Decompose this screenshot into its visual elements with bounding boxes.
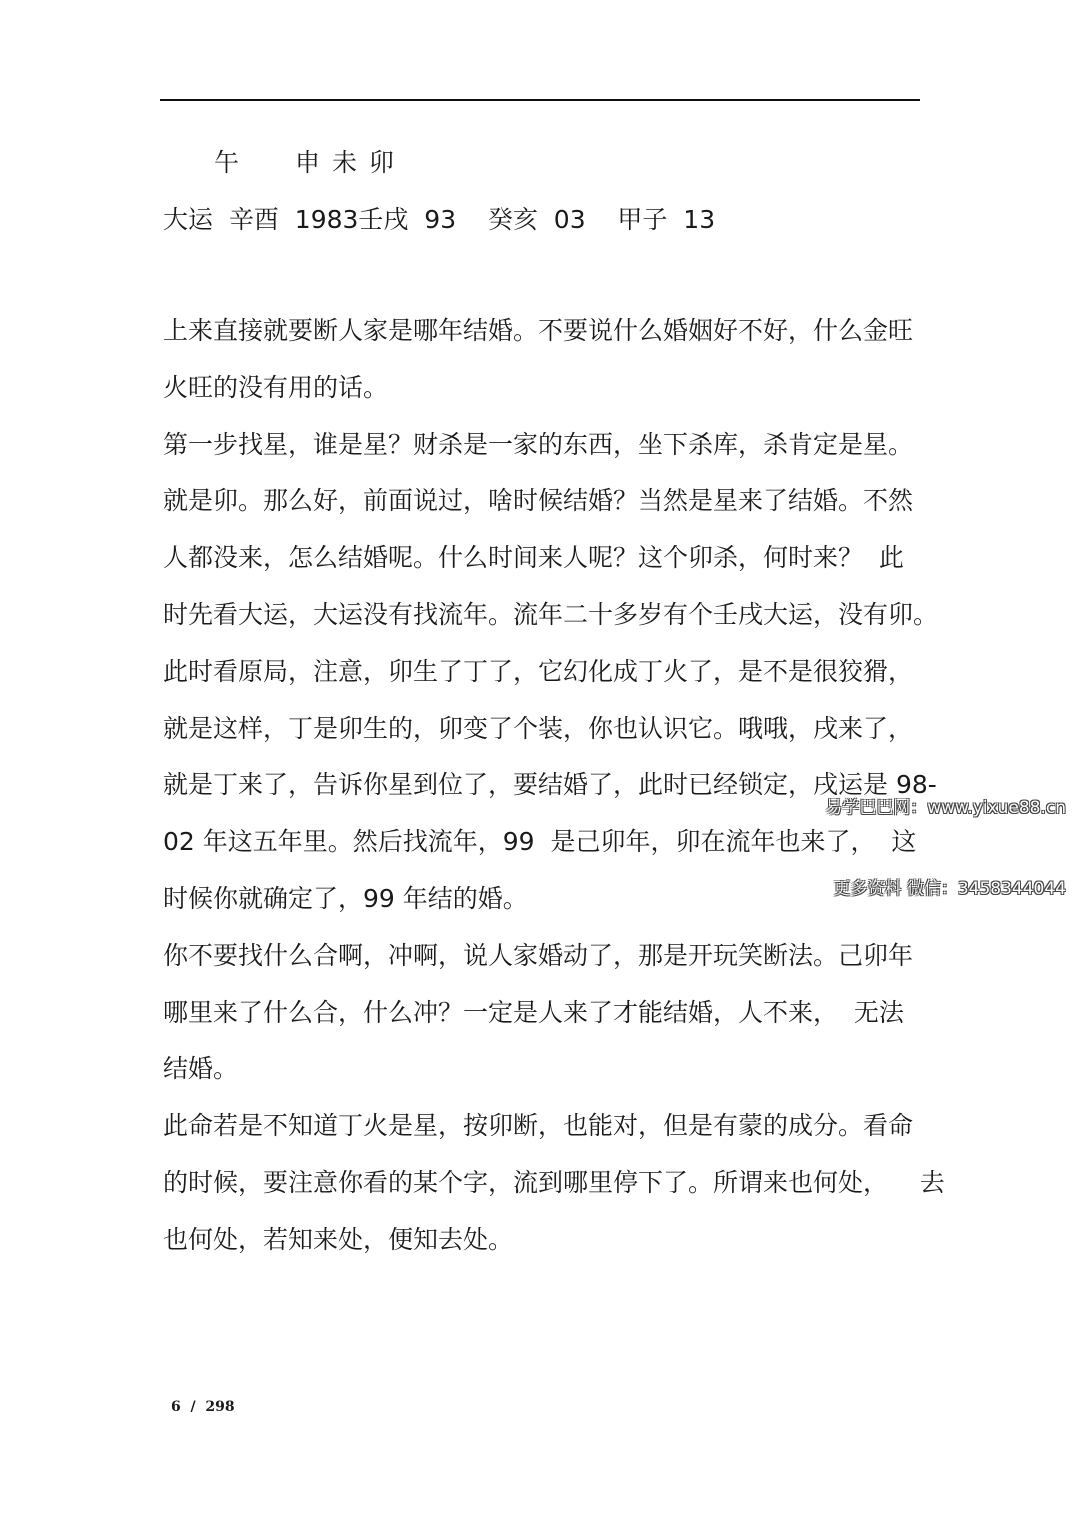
page-number: 6 / 298 xyxy=(171,1399,235,1415)
text-line: 第一步找星，谁是星？财杀是一家的东西，坐下杀库，杀肯定是星。 xyxy=(163,429,914,459)
header-rule xyxy=(160,99,920,101)
text-line: 时候你就确定了，99 年结的婚。 xyxy=(163,883,528,913)
bazi-pillars: 午 申 未 卯 xyxy=(214,148,396,177)
text-line: 就是这样，丁是卯生的，卯变了个装，你也认识它。哦哦，戌来了， xyxy=(163,713,914,743)
text-line: 就是卯。那么好，前面说过，啥时候结婚？当然是星来了结婚。不然 xyxy=(163,486,914,516)
text-line: 就是丁来了，告诉你星到位了，要结婚了，此时已经锁定，戌运是 98- xyxy=(163,770,937,800)
text-line: 此命若是不知道丁火是星，按卯断，也能对，但是有蒙的成分。看命 xyxy=(163,1111,914,1141)
text-line: 结婚。 xyxy=(163,1054,239,1084)
body-text xyxy=(163,303,945,1269)
watermark-line-wechat: 更多资料 微信：3458344044 xyxy=(833,879,1066,899)
text-line: 的时候，要注意你看的某个字，流到哪里停下了。所谓来也何处， 去 xyxy=(163,1167,945,1197)
text-line: 也何处，若知来处，便知去处。 xyxy=(163,1224,514,1254)
text-line: 人都没来，怎么结婚呢。什么时间来人呢？这个卯杀，何时来？ 此 xyxy=(163,543,904,573)
watermark-line-site: 易学巴巴网：www.yixue88.cn xyxy=(825,798,1066,818)
text-line: 火旺的没有用的话。 xyxy=(163,372,389,402)
text-line: 哪里来了什么合，什么冲？一定是人来了才能结婚，人不来， 无法 xyxy=(163,997,904,1027)
text-line: 02 年这五年里。然后找流年，99 是己卯年，卯在流年也来了， 这 xyxy=(163,827,917,857)
text-line: 你不要找什么合啊，冲啊，说人家婚动了，那是开玩笑断法。己卯年 xyxy=(163,940,914,970)
text-line: 上来直接就要断人家是哪年结婚。不要说什么婚姻好不好，什么金旺 xyxy=(163,316,914,345)
text-line: 此时看原局，注意，卯生了丁了，它幻化成丁火了，是不是很狡猾， xyxy=(163,656,914,686)
dayun-line: 大运 辛酉 1983壬戌 93 癸亥 03 甲子 13 xyxy=(163,205,716,234)
text-line: 时先看大运，大运没有找流年。流年二十多岁有个壬戌大运，没有卯。 xyxy=(163,599,939,629)
watermark xyxy=(825,741,1066,957)
